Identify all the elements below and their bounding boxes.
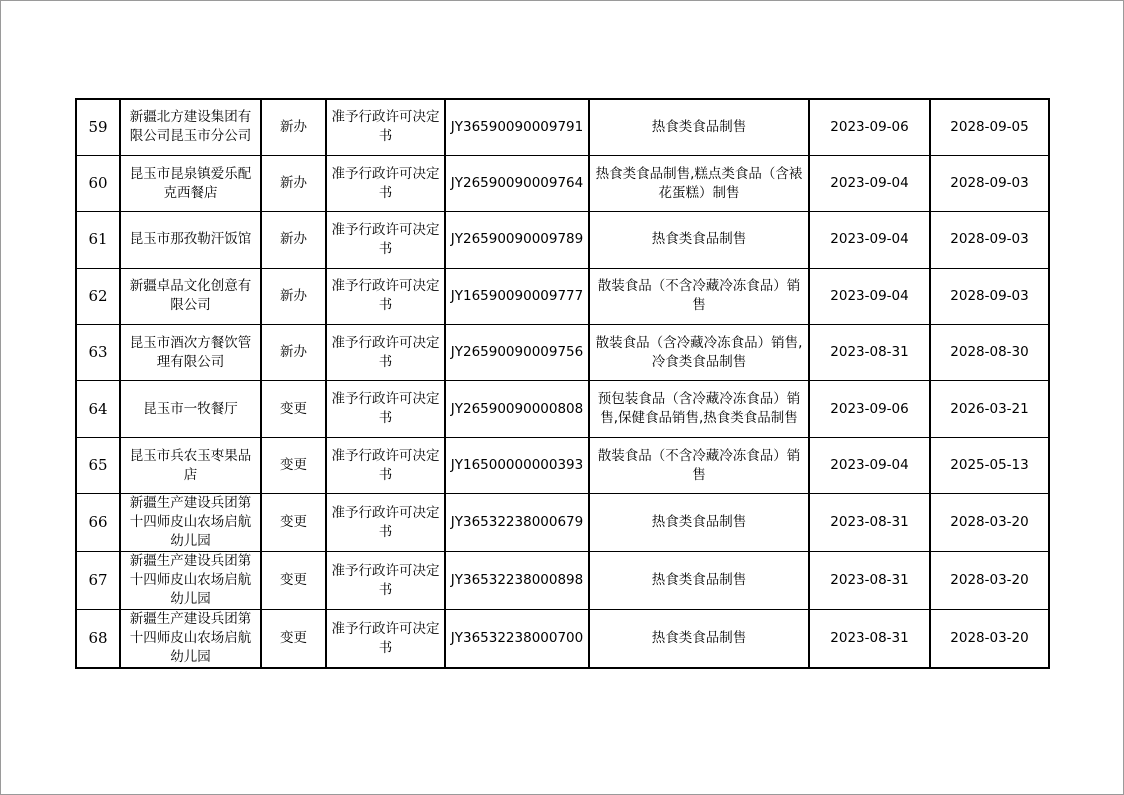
decision-document-cell: 准予行政许可决定书 (326, 437, 445, 493)
entity-name-cell: 新疆生产建设兵团第十四师皮山农场启航幼儿园 (120, 610, 261, 669)
expiry-date-cell: 2028-09-03 (930, 155, 1049, 211)
issue-date-cell: 2023-09-04 (809, 155, 930, 211)
issue-date-cell: 2023-08-31 (809, 610, 930, 669)
expiry-date-cell: 2028-09-05 (930, 99, 1049, 155)
decision-document-cell: 准予行政许可决定书 (326, 99, 445, 155)
issue-date-cell: 2023-09-04 (809, 437, 930, 493)
expiry-date-cell: 2028-09-03 (930, 268, 1049, 324)
license-number-cell: JY26590090009756 (445, 325, 589, 381)
business-scope-cell: 热食类食品制售 (589, 494, 809, 552)
decision-document-cell: 准予行政许可决定书 (326, 494, 445, 552)
business-scope-cell: 热食类食品制售 (589, 610, 809, 669)
business-scope-cell: 散装食品（不含冷藏冷冻食品）销售 (589, 437, 809, 493)
table-row (76, 268, 1049, 324)
business-scope-cell: 散装食品（含冷藏冷冻食品）销售,冷食类食品制售 (589, 325, 809, 381)
row-number: 67 (76, 552, 120, 610)
row-number: 59 (76, 99, 120, 155)
business-scope-cell: 预包装食品（含冷藏冷冻食品）销售,保健食品销售,热食类食品制售 (589, 381, 809, 437)
table-row (76, 610, 1049, 669)
table-row (76, 437, 1049, 493)
application-type-cell: 变更 (261, 381, 326, 437)
license-number-cell: JY16590090009777 (445, 268, 589, 324)
license-number-cell: JY16500000000393 (445, 437, 589, 493)
license-number-cell: JY26590090009764 (445, 155, 589, 211)
entity-name-cell: 新疆生产建设兵团第十四师皮山农场启航幼儿园 (120, 494, 261, 552)
issue-date-cell: 2023-09-06 (809, 381, 930, 437)
row-number: 68 (76, 610, 120, 669)
application-type-cell: 变更 (261, 552, 326, 610)
decision-document-cell: 准予行政许可决定书 (326, 610, 445, 669)
table-row (76, 212, 1049, 268)
license-number-cell: JY26590090000808 (445, 381, 589, 437)
issue-date-cell: 2023-08-31 (809, 494, 930, 552)
decision-document-cell: 准予行政许可决定书 (326, 325, 445, 381)
decision-document-cell: 准予行政许可决定书 (326, 381, 445, 437)
row-number: 64 (76, 381, 120, 437)
issue-date-cell: 2023-09-06 (809, 99, 930, 155)
application-type-cell: 新办 (261, 325, 326, 381)
entity-name-cell: 新疆卓品文化创意有限公司 (120, 268, 261, 324)
issue-date-cell: 2023-08-31 (809, 552, 930, 610)
row-number: 62 (76, 268, 120, 324)
decision-document-cell: 准予行政许可决定书 (326, 268, 445, 324)
row-number: 61 (76, 212, 120, 268)
application-type-cell: 变更 (261, 437, 326, 493)
expiry-date-cell: 2026-03-21 (930, 381, 1049, 437)
license-table (75, 98, 1050, 669)
entity-name-cell: 昆玉市一牧餐厅 (120, 381, 261, 437)
entity-name-cell: 昆玉市兵农玉枣果品店 (120, 437, 261, 493)
application-type-cell: 新办 (261, 155, 326, 211)
issue-date-cell: 2023-09-04 (809, 268, 930, 324)
business-scope-cell: 热食类食品制售 (589, 552, 809, 610)
expiry-date-cell: 2028-03-20 (930, 552, 1049, 610)
expiry-date-cell: 2028-08-30 (930, 325, 1049, 381)
row-number: 66 (76, 494, 120, 552)
application-type-cell: 变更 (261, 610, 326, 669)
decision-document-cell: 准予行政许可决定书 (326, 552, 445, 610)
application-type-cell: 变更 (261, 494, 326, 552)
business-scope-cell: 散装食品（不含冷藏冷冻食品）销售 (589, 268, 809, 324)
business-scope-cell: 热食类食品制售,糕点类食品（含裱花蛋糕）制售 (589, 155, 809, 211)
application-type-cell: 新办 (261, 99, 326, 155)
entity-name-cell: 昆玉市酒次方餐饮管理有限公司 (120, 325, 261, 381)
table-row (76, 494, 1049, 552)
expiry-date-cell: 2028-03-20 (930, 494, 1049, 552)
issue-date-cell: 2023-09-04 (809, 212, 930, 268)
license-number-cell: JY36532238000679 (445, 494, 589, 552)
application-type-cell: 新办 (261, 268, 326, 324)
license-number-cell: JY36532238000898 (445, 552, 589, 610)
expiry-date-cell: 2028-09-03 (930, 212, 1049, 268)
decision-document-cell: 准予行政许可决定书 (326, 212, 445, 268)
license-number-cell: JY36590090009791 (445, 99, 589, 155)
table-row (76, 325, 1049, 381)
business-scope-cell: 热食类食品制售 (589, 99, 809, 155)
entity-name-cell: 新疆生产建设兵团第十四师皮山农场启航幼儿园 (120, 552, 261, 610)
row-number: 63 (76, 325, 120, 381)
table-row (76, 99, 1049, 155)
expiry-date-cell: 2025-05-13 (930, 437, 1049, 493)
license-number-cell: JY36532238000700 (445, 610, 589, 669)
license-number-cell: JY26590090009789 (445, 212, 589, 268)
table-row (76, 155, 1049, 211)
table-row (76, 381, 1049, 437)
row-number: 65 (76, 437, 120, 493)
business-scope-cell: 热食类食品制售 (589, 212, 809, 268)
expiry-date-cell: 2028-03-20 (930, 610, 1049, 669)
decision-document-cell: 准予行政许可决定书 (326, 155, 445, 211)
entity-name-cell: 昆玉市那孜勒汗饭馆 (120, 212, 261, 268)
row-number: 60 (76, 155, 120, 211)
entity-name-cell: 新疆北方建设集团有限公司昆玉市分公司 (120, 99, 261, 155)
table-row (76, 552, 1049, 610)
table-body (76, 99, 1049, 668)
issue-date-cell: 2023-08-31 (809, 325, 930, 381)
application-type-cell: 新办 (261, 212, 326, 268)
entity-name-cell: 昆玉市昆泉镇爱乐配克西餐店 (120, 155, 261, 211)
